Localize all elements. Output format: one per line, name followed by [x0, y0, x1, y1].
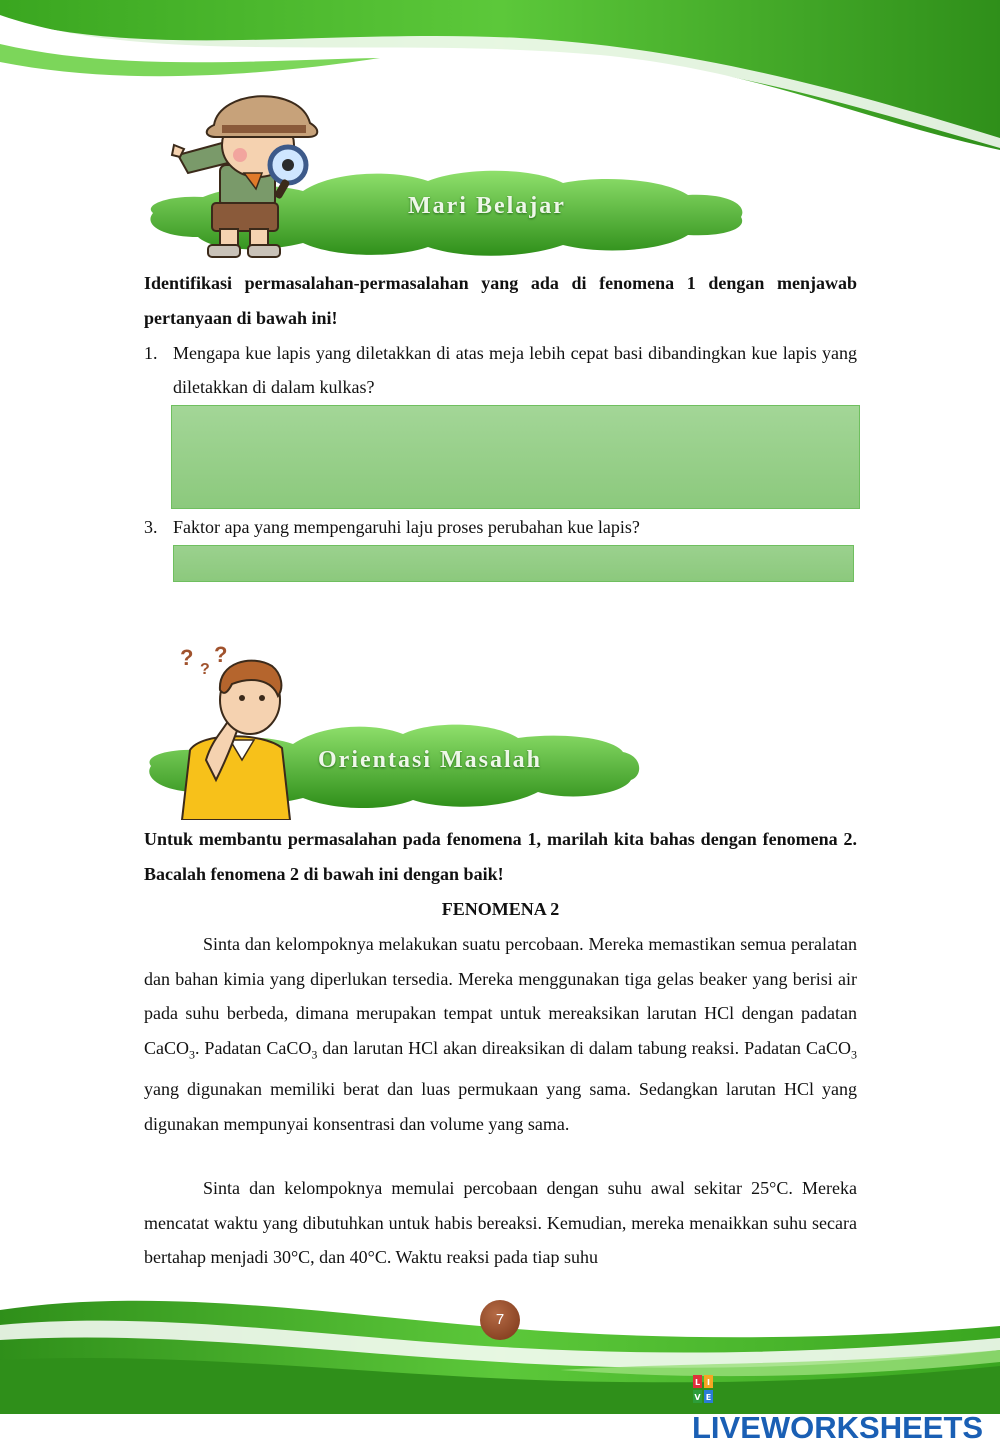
fenomena-2-paragraph-1: Sinta dan kelompoknya melakukan suatu percobaan. Mereka memastikan semua peralatan dan bahan kimia yang diperlukan tersedia. Mereka menggunakan tiga gelas beaker yang berisi air pada suhu berbeda, dimana merupakan tempat untuk mereaksikan larutan HCl dengan padatan CaCO$_3$. Padatan CaCO$_3$ dan larutan HCl akan direaksikan di dalam tabung reaksi. Padatan CaCO$_3$ yang digunakan memiliki berat dan luas permukaan yang sama. Sedangkan larutan HCl yang digunakan mempunyai konsentrasi dan volume yang sama.	[144, 934, 857, 1134]
answer-3-input[interactable]	[173, 545, 854, 582]
instructions-fenomena-1: Identifikasi permasalahan-permasalahan yang ada di fenomena 1 dengan menjawab pertanyaan di bawah ini!	[144, 273, 857, 328]
header-wave-decoration	[0, 0, 1000, 150]
svg-text:L: L	[694, 1378, 701, 1387]
question-3-text: Faktor apa yang mempengaruhi laju proses perubahan kue lapis?	[173, 517, 640, 537]
answer-1-input[interactable]	[171, 405, 860, 509]
page-number-badge: 7	[480, 1300, 520, 1340]
svg-text:V: V	[694, 1393, 701, 1402]
svg-text:?: ?	[214, 642, 228, 667]
question-1-text: Mengapa kue lapis yang diletakkan di atas meja lebih cepat basi dibandingkan kue lapis yang diletakkan di dalam kulkas?	[173, 343, 857, 397]
liveworksheets-badge-icon	[692, 1374, 714, 1404]
question-1	[144, 336, 857, 406]
svg-text:I: I	[707, 1378, 710, 1387]
explorer-kid-illustration	[170, 85, 330, 260]
liveworksheets-logo-text: LIVEWORKSHEETS	[692, 1410, 984, 1445]
svg-text:?: ?	[200, 661, 210, 678]
thinking-man-illustration	[172, 640, 312, 820]
fenomena-2-paragraph-2: Sinta dan kelompoknya memulai percobaan dengan suhu awal sekitar 25°C. Mereka mencatat waktu yang dibutuhkan untuk habis bereaksi. Kemudian, mereka menaikkan suhu secara bertahap menjadi 30°C, dan 40°C. Waktu reaksi pada tiap suhu	[144, 1178, 857, 1268]
liveworksheets-logo[interactable]	[692, 1374, 1000, 1445]
question-3-number: 3.	[144, 517, 158, 537]
fenomena-2-title: FENOMENA 2	[441, 899, 560, 919]
question-1-number: 1.	[144, 343, 158, 363]
orientasi-masalah-title: Orientasi Masalah	[318, 747, 542, 773]
svg-text:?: ?	[180, 645, 194, 670]
instructions-fenomena-2: Untuk membantu permasalahan pada fenomena 1, marilah kita bahas dengan fenomena 2. Bacalah fenomena 2 di bawah ini dengan baik!	[144, 829, 857, 884]
svg-text:E: E	[705, 1393, 712, 1402]
mari-belajar-title: Mari Belajar	[408, 193, 566, 219]
question-3	[144, 510, 857, 544]
